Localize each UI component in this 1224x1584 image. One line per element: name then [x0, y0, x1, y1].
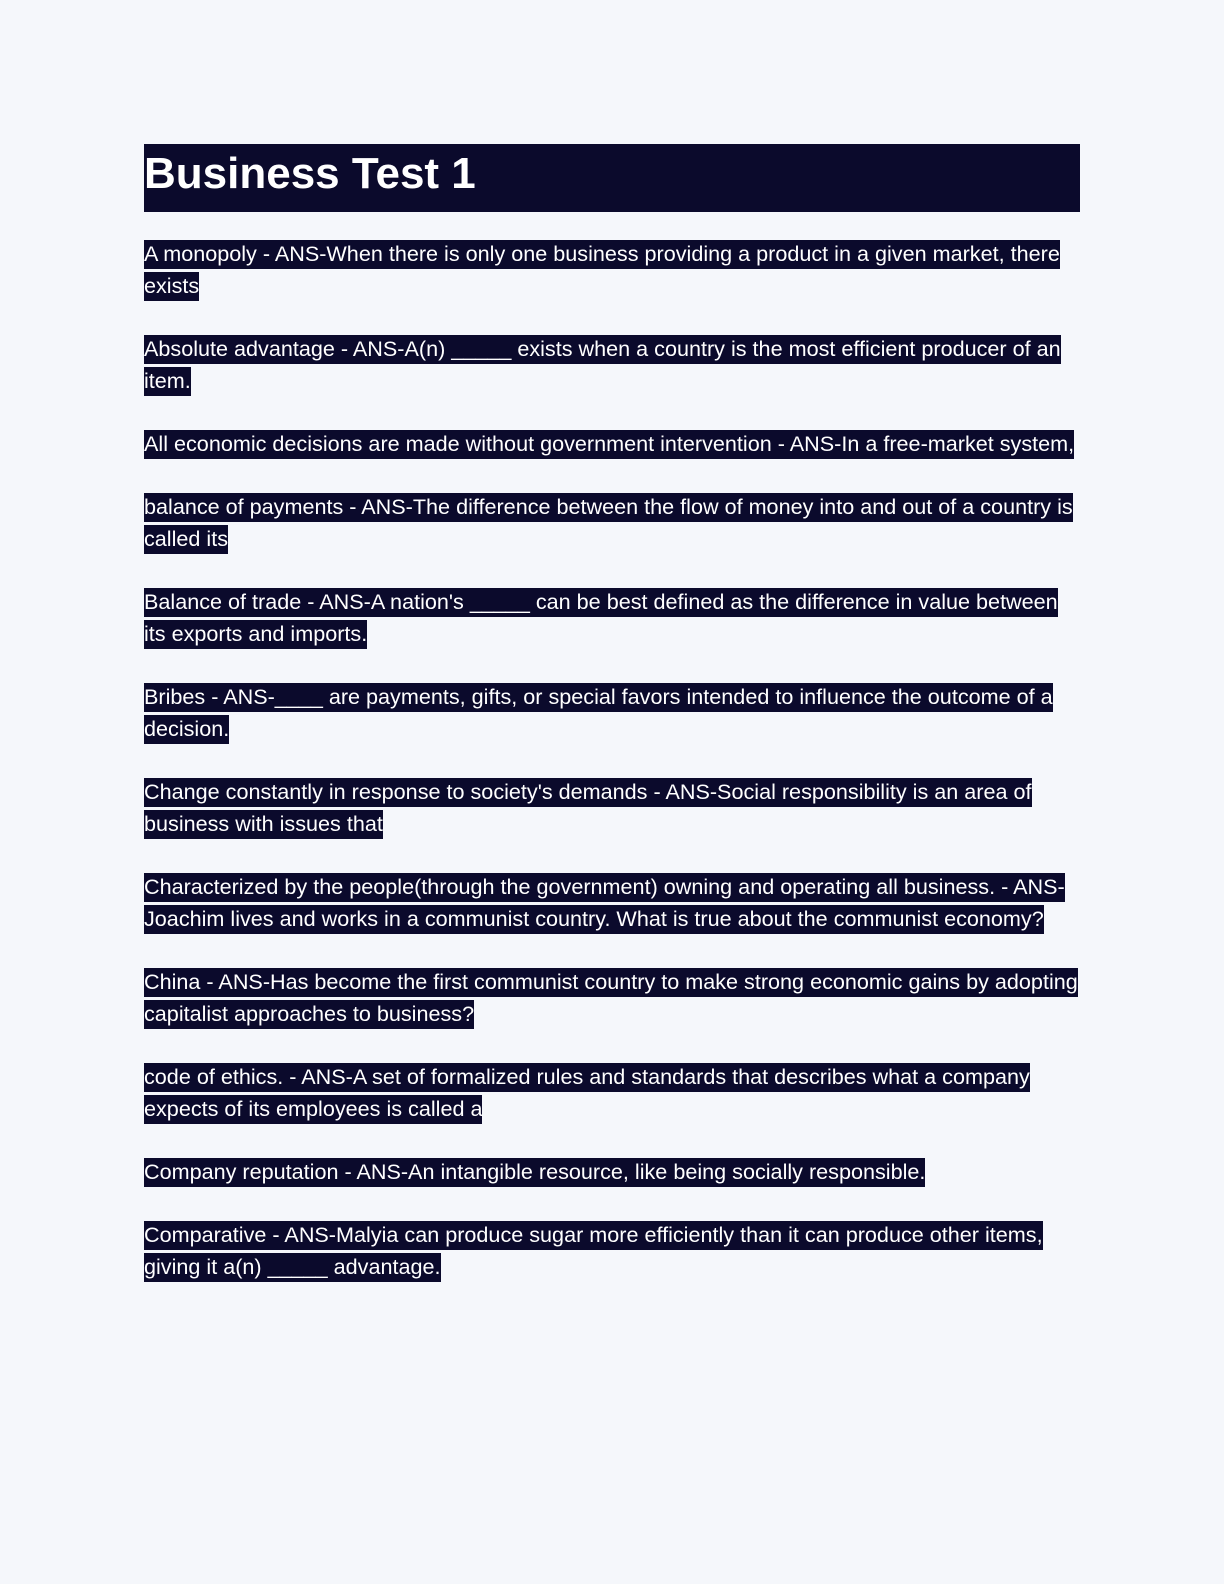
entry-7 [144, 871, 1080, 935]
entry-text: Balance of trade - ANS-A nation's _____ can be best defined as the difference in value between its exports and imports. [144, 588, 1058, 649]
entry-text: China - ANS-Has become the first communist country to make strong economic gains by adopting capitalist approaches to business? [144, 968, 1078, 1029]
entry-text: Absolute advantage - ANS-A(n) _____ exists when a country is the most efficient producer of an item. [144, 335, 1061, 396]
entry-text: Company reputation - ANS-An intangible resource, like being socially responsible. [144, 1158, 925, 1187]
entry-text: All economic decisions are made without government intervention - ANS-In a free-market system, [144, 430, 1074, 459]
entry-11 [144, 1219, 1080, 1283]
page-title: Business Test 1 [144, 149, 476, 198]
entry-0 [144, 238, 1080, 302]
entry-9 [144, 1061, 1080, 1125]
entry-8 [144, 966, 1080, 1030]
entry-6 [144, 776, 1080, 840]
entry-text: code of ethics. - ANS-A set of formalized rules and standards that describes what a company expects of its employees is called a [144, 1063, 1030, 1124]
entry-text: A monopoly - ANS-When there is only one business providing a product in a given market, there exists [144, 240, 1060, 301]
entry-2 [144, 428, 1080, 460]
entry-10 [144, 1156, 1080, 1188]
entry-text: balance of payments - ANS-The difference between the flow of money into and out of a country is called its [144, 493, 1073, 554]
entry-text: Change constantly in response to society's demands - ANS-Social responsibility is an area of business with issues that [144, 778, 1032, 839]
entry-4 [144, 586, 1080, 650]
entry-text: Characterized by the people(through the government) owning and operating all business. - ANS-Joachim lives and works in a communist country. What is true about the communist economy? [144, 873, 1065, 934]
entry-1 [144, 333, 1080, 397]
entry-3 [144, 491, 1080, 555]
document-page [144, 144, 1080, 1314]
entry-text: Bribes - ANS-____ are payments, gifts, or special favors intended to influence the outcome of a decision. [144, 683, 1053, 744]
entry-5 [144, 681, 1080, 745]
title-banner [144, 144, 1080, 212]
entry-text: Comparative - ANS-Malyia can produce sugar more efficiently than it can produce other items, giving it a(n) _____ advantage. [144, 1221, 1043, 1282]
